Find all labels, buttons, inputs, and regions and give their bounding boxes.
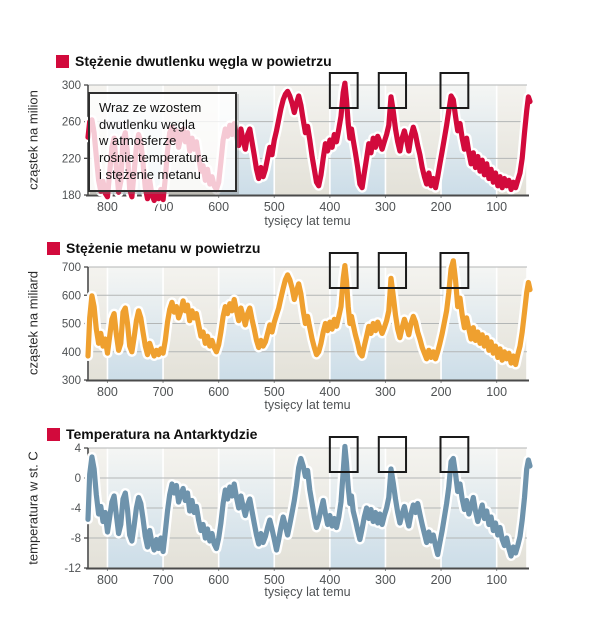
annotation-line: w atmosferze	[99, 133, 177, 149]
x-tick-label: 200	[430, 385, 452, 399]
chart-temp-x-axis-label: tysięcy lat temu	[264, 585, 351, 599]
x-tick-label: 700	[152, 573, 174, 587]
y-tick-label: 300	[61, 375, 81, 387]
chart-ch4-title	[47, 240, 260, 256]
y-tick-label: 0	[74, 473, 81, 485]
x-tick-label: 300	[375, 385, 396, 399]
x-tick-label: 300	[375, 200, 396, 214]
x-tick-label: 800	[97, 200, 118, 214]
y-tick-label: -8	[70, 533, 81, 545]
chart-co2-x-axis-label: tysięcy lat temu	[264, 214, 351, 228]
x-tick-label: 800	[97, 385, 118, 399]
chart-co2-title-text: Stężenie dwutlenku węgla w powietrzu	[75, 53, 332, 69]
y-tick-label: 700	[61, 262, 81, 274]
legend-swatch-icon	[56, 55, 69, 68]
chart-ch4-x-axis-label: tysięcy lat temu	[264, 398, 351, 412]
x-tick-label: 200	[430, 573, 452, 587]
x-tick-label: 400	[319, 573, 341, 587]
x-tick-label: 500	[263, 573, 285, 587]
y-tick-label: 220	[61, 153, 81, 166]
x-tick-label: 100	[486, 200, 508, 214]
y-tick-label: 4	[74, 443, 81, 455]
x-tick-label: 400	[319, 200, 341, 214]
legend-swatch-icon	[47, 242, 60, 255]
chart-temp-title	[47, 426, 257, 442]
x-tick-label: 600	[208, 573, 230, 587]
chart-temp-title-text: Temperatura na Antarktydzie	[66, 426, 258, 442]
x-tick-label: 400	[319, 385, 341, 399]
x-tick-label: 500	[263, 385, 285, 399]
x-tick-label: 800	[97, 573, 118, 587]
legend-swatch-icon	[47, 428, 60, 441]
x-tick-label: 700	[152, 200, 174, 214]
chart-ch4-title-text: Stężenie metanu w powietrzu	[66, 240, 261, 256]
y-tick-label: 180	[61, 190, 81, 202]
y-tick-label: 600	[61, 290, 81, 303]
chart-co2-y-axis-label: cząstek na milion	[25, 90, 41, 190]
x-tick-label: 700	[152, 385, 174, 399]
chart-ch4-y-axis-label: cząstek na miliard	[25, 270, 41, 376]
x-tick-label: 500	[263, 200, 285, 214]
annotation-line: i stężenie metanu	[99, 166, 201, 182]
y-tick-label: 300	[61, 80, 81, 92]
annotation-line: Wraz ze wzostem	[99, 100, 202, 115]
x-tick-label: 300	[375, 573, 396, 587]
x-tick-label: 200	[430, 200, 452, 214]
chart-temp-y-axis-label: temperatura w st. C	[25, 451, 41, 565]
x-tick-label: 100	[486, 573, 508, 587]
y-tick-label: -4	[70, 503, 81, 515]
y-tick-label: -12	[64, 563, 81, 575]
chart-co2-title	[56, 53, 332, 69]
y-tick-label: 260	[61, 116, 81, 129]
x-tick-label: 600	[208, 200, 230, 214]
annotation-line: rośnie temperatura	[99, 149, 209, 165]
chart-1	[62, 253, 530, 399]
y-tick-label: 400	[61, 346, 81, 359]
x-tick-label: 600	[208, 385, 230, 399]
annotation-callout	[88, 92, 237, 192]
annotation-line: dwutlenku węgla	[99, 116, 196, 132]
chart-2	[64, 437, 530, 587]
x-tick-label: 100	[486, 385, 508, 399]
y-tick-label: 500	[61, 318, 81, 331]
